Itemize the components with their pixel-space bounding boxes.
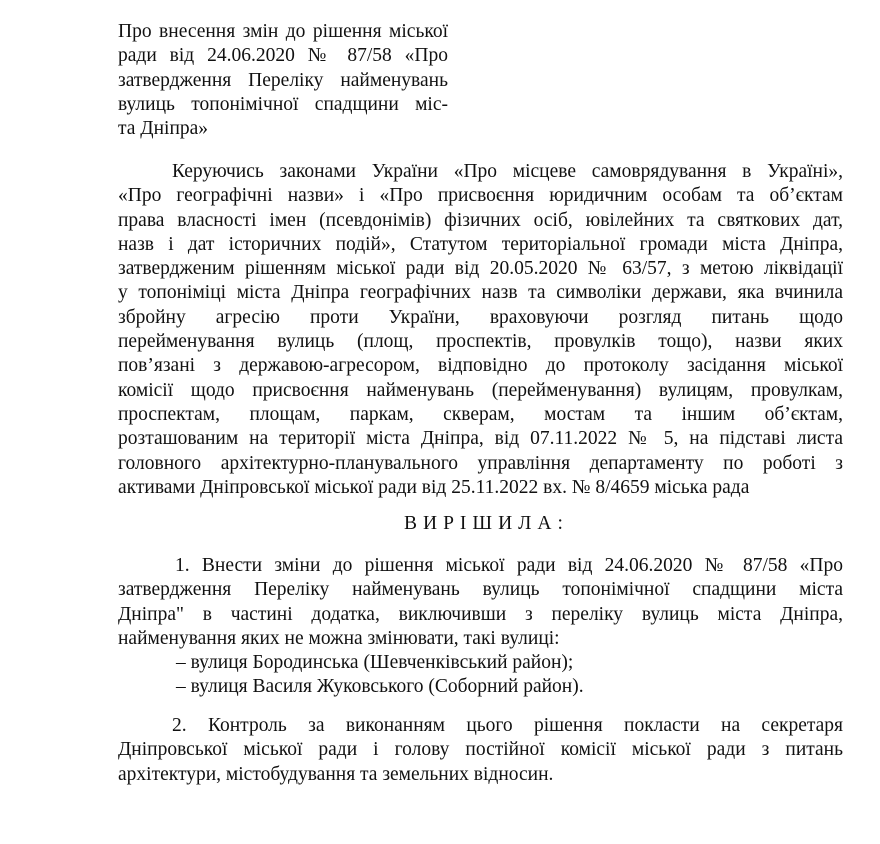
preamble-line: Керуючись законами України «Про місцеве самоврядування в Україні», (172, 161, 843, 182)
preamble-line: права власності імен (псевдонімів) фізичних осіб, ювілейних та святкових дат, (118, 209, 843, 231)
decision-item-1 (118, 554, 843, 700)
title-line: затвердження Переліку найменувань (118, 69, 448, 91)
decision-heading-block (404, 512, 569, 536)
decision-heading: ВИРІШИЛА: (404, 513, 569, 534)
item-line: затвердження Переліку найменувань вулиць топонімічної спадщини міста (118, 579, 843, 601)
preamble-line: збройну агресію проти України, враховуючи розгляд питань щодо (118, 306, 843, 328)
document-title (118, 20, 448, 141)
title-line: Про внесення змін до рішення міської (118, 21, 448, 42)
preamble-line: розташованим на території міста Дніпра, від 07.11.2022 № 5, на підставі листа (118, 428, 843, 450)
street-list-item: – вулиця Василя Жуковського (Соборний район). (176, 676, 584, 698)
item-line: 2. Контроль за виконанням цього рішення покласти на секретаря (172, 715, 843, 736)
preamble-line: проспектам, площам, паркам, скверам, мостам та іншим об’єктам, (118, 403, 843, 425)
preamble-line: пов’язані з державою-агресором, відповідно до протоколу засідання міської (118, 355, 843, 377)
item-line: Дніпра" в частині додатка, виключивши з переліку вулиць міста Дніпра, (118, 603, 843, 625)
preamble-line: назв і дат історичних подій», Статутом територіальної громади міста Дніпра, (118, 233, 843, 255)
preamble-line: головного архітектурно-планувального управління департаменту по роботі з (118, 452, 843, 474)
item-line: найменування яких не можна змінювати, такі вулиці: (118, 627, 560, 649)
preamble-line: комісії щодо присвоєння найменувань (перейменування) вулицям, провулкам, (118, 379, 843, 401)
item-line: 1. Внести зміни до рішення міської ради від 24.06.2020 № 87/58 «Про (175, 555, 843, 576)
preamble-line: активами Дніпровської міської ради від 25.11.2022 вх. № 8/4659 міська рада (118, 476, 750, 498)
title-line: та Дніпра» (118, 118, 209, 140)
title-line: вулиць топонімічної спадщини міс- (118, 93, 448, 115)
preamble-paragraph (118, 160, 843, 500)
title-line: ради від 24.06.2020 № 87/58 «Про (118, 45, 448, 67)
item-line: Дніпровської міської ради і голову постійної комісії міської ради з питань (118, 739, 843, 761)
decision-item-2 (118, 714, 843, 787)
preamble-line: у топоніміці міста Дніпра географічних назв та символіки держави, яка вчинила (118, 282, 843, 304)
preamble-line: затвердженим рішенням міської ради від 20.05.2020 № 63/57, з метою ліквідації (118, 258, 843, 280)
item-line: архітектури, містобудування та земельних відносин. (118, 763, 554, 785)
preamble-line: «Про географічні назви» і «Про присвоєння юридичним особам та об’єктам (118, 185, 843, 207)
street-list-item: – вулиця Бородинська (Шевченківський район); (176, 652, 574, 674)
preamble-line: перейменування вулиць (площ, проспектів, провулків тощо), назви яких (118, 331, 843, 353)
